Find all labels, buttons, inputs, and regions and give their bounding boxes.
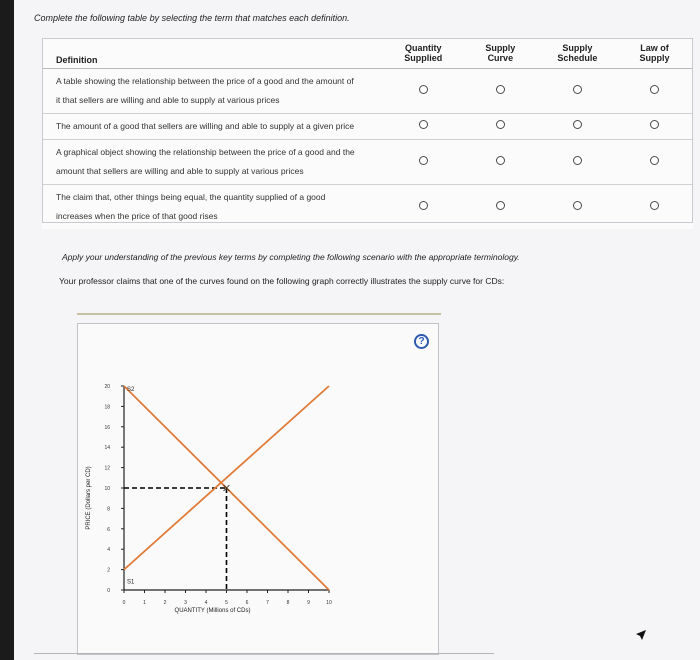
radio-quantity-supplied[interactable] [385,114,462,140]
radio-button[interactable] [573,85,582,94]
radio-law-of-supply[interactable] [616,69,693,114]
x-axis-label: QUANTITY (Millions of CDs) [174,608,251,614]
y-tick-label: 4 [107,547,110,554]
y-tick-label: 10 [104,486,110,492]
header-line: Supplied [404,53,443,63]
quiz-screen [14,0,700,660]
table-row [42,69,693,114]
definition-line: A table showing the relationship between the price of a good and the amount of [56,76,354,86]
y-tick-label: 20 [104,384,110,390]
header-line: Quantity [405,43,442,53]
radio-supply-curve[interactable] [462,69,539,114]
divider [34,653,494,654]
table-row [42,185,693,230]
radio-quantity-supplied[interactable] [385,140,462,185]
scenario-instruction: Apply your understanding of the previous key terms by completing the following scenario with the appropriate terminology. [62,252,520,262]
column-header-supply-schedule [539,38,616,69]
y-tick-label: 2 [107,567,110,574]
radio-supply-schedule[interactable] [539,114,616,140]
definition-line: The amount of a good that sellers are willing and able to supply at a given price [56,121,355,131]
radio-supply-schedule[interactable] [539,185,616,230]
y-axis-label: PRICE (Dollars per CD) [86,466,92,530]
x-tick-label: 4 [204,600,208,606]
definition-line: The claim that, other things being equal, the quantity supplied of a good [56,192,326,202]
radio-quantity-supplied[interactable] [385,185,462,230]
definitions-table [42,38,693,229]
table-row [42,140,693,185]
column-header-quantity-supplied [385,38,462,69]
radio-button[interactable] [496,120,505,129]
x-tick-label: 6 [245,600,249,606]
radio-button[interactable] [496,201,505,210]
header-line: Supply [485,43,516,53]
definition-column-header: Definition [56,55,98,65]
column-header-law-of-supply [616,38,693,69]
x-tick-label: 2 [163,600,167,606]
radio-button[interactable] [650,120,659,129]
radio-button[interactable] [496,85,505,94]
radio-button[interactable] [573,156,582,165]
radio-button[interactable] [573,201,582,210]
x-tick-label: 5 [225,600,228,606]
x-tick-label: 3 [184,600,187,606]
radio-law-of-supply[interactable] [616,185,693,230]
radio-button[interactable] [496,156,505,165]
radio-quantity-supplied[interactable] [385,69,462,114]
series-label-s1: S1 [127,579,135,586]
radio-supply-curve[interactable] [462,114,539,140]
x-tick-label: 10 [326,600,332,606]
definition-cell [42,69,385,114]
definition-line: A graphical object showing the relationship between the price of a good and the [56,147,355,157]
x-tick-label: 9 [307,600,310,606]
scenario-prompt: Your professor claims that one of the curves found on the following graph correctly illustrates the supply curve for CDs: [59,276,505,286]
radio-button[interactable] [650,156,659,165]
header-line: Supply [562,43,593,53]
definition-line: amount that sellers are willing and able to supply at various prices [56,166,304,176]
x-tick-label: 8 [286,600,290,606]
supply-graph [77,323,437,653]
divider [77,313,441,315]
radio-supply-schedule[interactable] [539,140,616,185]
y-tick-label: 0 [107,588,110,594]
radio-button[interactable] [419,201,428,210]
radio-supply-curve[interactable] [462,185,539,230]
radio-button[interactable] [573,120,582,129]
header-line: Law of [640,43,669,53]
x-tick-label: 7 [266,600,269,606]
series-line-s1 [124,386,329,570]
radio-button[interactable] [650,201,659,210]
radio-law-of-supply[interactable] [616,140,693,185]
header-line: Supply [639,53,670,63]
table-row [42,114,693,140]
definition-line: it that sellers are willing and able to supply at various prices [56,95,280,105]
radio-button[interactable] [419,156,428,165]
definition-cell [42,114,385,140]
radio-law-of-supply[interactable] [616,114,693,140]
y-tick-label: 6 [107,526,110,533]
definition-line: increases when the price of that good rises [56,211,218,221]
y-tick-label: 18 [104,404,110,411]
y-tick-label: 14 [104,445,110,452]
series-label-s2: S2 [127,387,135,393]
definition-cell [42,185,385,230]
table-instructions: Complete the following table by selecting the term that matches each definition. [34,13,350,23]
y-tick-label: 16 [104,424,110,431]
column-header-supply-curve [462,38,539,69]
radio-supply-curve[interactable] [462,140,539,185]
definition-cell [42,140,385,185]
header-line: Schedule [557,53,598,63]
radio-button[interactable] [650,85,659,94]
mouse-cursor-icon [634,628,648,642]
x-tick-label: 1 [143,600,146,606]
header-line: Curve [487,53,514,63]
y-tick-label: 8 [107,506,110,513]
radio-button[interactable] [419,120,428,129]
radio-button[interactable] [419,85,428,94]
help-button[interactable]: ? [414,334,429,349]
y-tick-label: 12 [104,465,110,472]
radio-supply-schedule[interactable] [539,69,616,114]
x-tick-label: 0 [122,600,126,606]
